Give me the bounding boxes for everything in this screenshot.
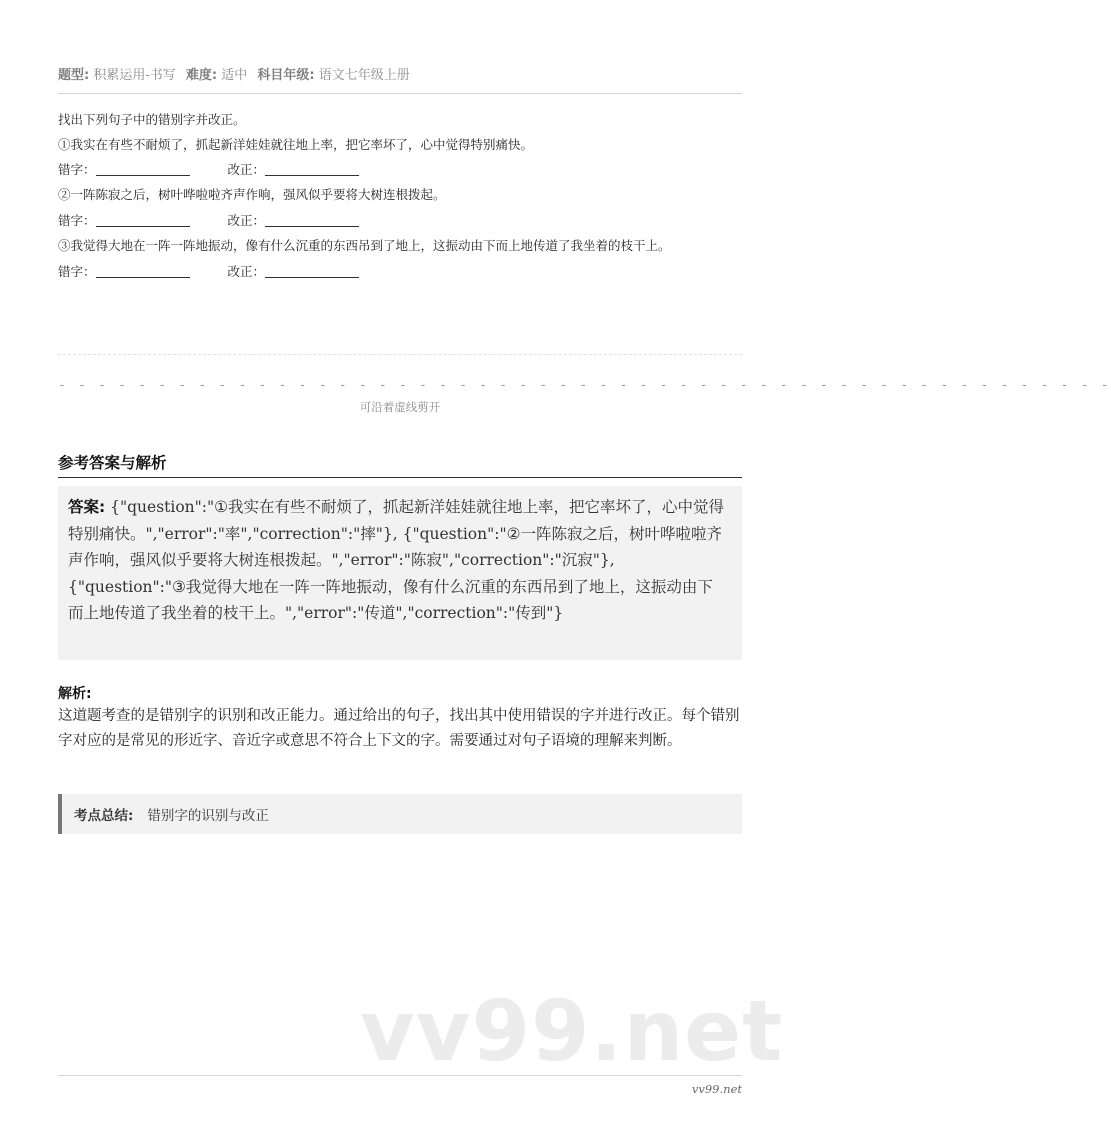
faint-divider [58, 354, 742, 355]
keypoint-box [58, 794, 742, 834]
answer-blank-row-1 [58, 160, 359, 178]
header-divider [58, 93, 742, 94]
answer-label: 答案: [68, 498, 106, 516]
correction-blank[interactable] [265, 212, 359, 227]
error-label: 错字： [58, 213, 96, 228]
analysis-text: 这道题考查的是错别字的识别和改正能力。通过给出的句子，找出其中使用错误的字并进行改正。每个错别字对应的是常见的形近字、音近字或意思不符合上下文的字。需要通过对句子语境的理解来判断。 [58, 708, 740, 749]
correction-label: 改正： [227, 264, 266, 279]
answer-blank-row-3 [58, 262, 359, 280]
error-label: 错字： [58, 162, 96, 177]
subject-label: 科目年级: [257, 68, 315, 83]
correction-blank[interactable] [265, 161, 359, 176]
question-sentence-2: ②一阵陈寂之后，树叶哗啦啦齐声作响，强风似乎要将大树连根拨起。 [58, 187, 446, 202]
analysis-label: 解析: [58, 686, 92, 702]
answer-blank-row-2 [58, 211, 359, 229]
answer-box [58, 486, 742, 660]
keypoint-label: 考点总结: [74, 808, 134, 824]
difficulty-value: 适中 [221, 68, 248, 83]
watermark: vv99.net [360, 982, 784, 1080]
error-blank[interactable] [96, 212, 190, 227]
footer-rule [58, 1075, 742, 1076]
question-sentence-3: ③我觉得大地在一阵一阵地振动，像有什么沉重的东西吊到了地上，这振动由下而上地传道了我坐着的枝干上。 [58, 238, 671, 253]
question-prompt: 找出下列句子中的错别字并改正。 [58, 112, 246, 127]
cut-hint: 可沿着虚线剪开 [359, 400, 441, 414]
correction-blank[interactable] [265, 263, 359, 278]
correction-label: 改正： [227, 213, 266, 228]
error-label: 错字： [58, 264, 96, 279]
question-sentence-1: ①我实在有些不耐烦了，抓起新洋娃娃就往地上率，把它率坏了，心中觉得特别痛快。 [58, 137, 534, 152]
section-rule [58, 477, 742, 478]
difficulty-label: 难度: [185, 68, 218, 83]
cut-dashed-line: - - - - - - - - - - - - - - - - - - - - - - - - - - - - - - - - - - - - - - - - - - - - - - - - - - - - - [58, 378, 1111, 393]
keypoint-text: 错别字的识别与改正 [147, 808, 269, 824]
answer-text: {"question":"①我实在有些不耐烦了，抓起新洋娃娃就往地上率，把它率坏了，心中觉得特别痛快。","error":"率","correction":"摔"}, {"question":"②一阵陈寂之后，树叶哗啦啦齐声作响，强风似乎要将大树连根拨起。","error":"陈寂","correction":"沉寂"}, {"question":"③我觉得大地在一阵一阵地振动，像有什么沉重的东西吊到了地上，这振动由下而上地传道了我坐着的枝干上。","error":"传道","correction":"传到"} [68, 498, 725, 622]
footer-site: vv99.net [691, 1082, 742, 1096]
correction-label: 改正： [227, 162, 266, 177]
error-blank[interactable] [96, 161, 190, 176]
question-meta [58, 64, 416, 83]
section-title: 参考答案与解析 [58, 454, 167, 472]
type-label: 题型: [58, 68, 90, 83]
error-blank[interactable] [96, 263, 190, 278]
subject-value: 语文七年级上册 [318, 68, 410, 83]
type-value: 积累运用-书写 [93, 68, 176, 83]
